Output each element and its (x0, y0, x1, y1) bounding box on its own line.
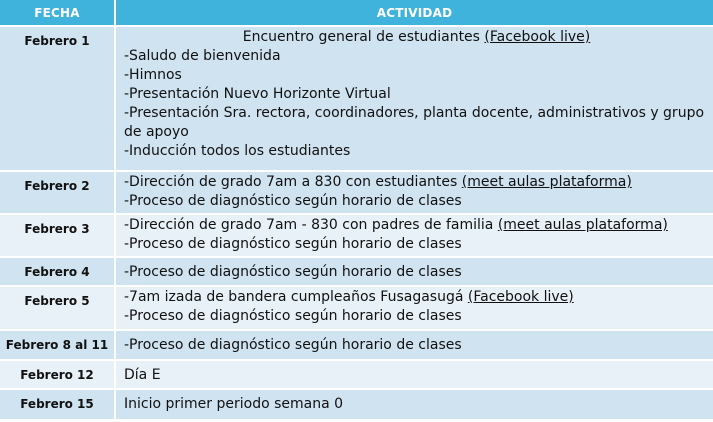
date-cell: Febrero 2 (0, 171, 115, 214)
activity-line (124, 216, 709, 235)
meet-aulas-link[interactable]: (meet aulas plataforma) (497, 217, 668, 233)
activity-line: -Presentación Sra. rectora, coordinadores, planta docente, administrativos y grupo de apoyo (124, 105, 705, 140)
activity-text: -Dirección de grado 7am - 830 con padres de familia (124, 217, 494, 233)
activity-line: -Inducción todos los estudiantes (124, 143, 351, 159)
activity-line (124, 173, 709, 192)
activity-title-line (124, 28, 709, 47)
activity-line: -Proceso de diagnóstico según horario de clases (124, 236, 462, 252)
activity-cell (115, 26, 713, 171)
activity-text: -7am izada de bandera cumpleaños Fusagasugá (124, 289, 464, 305)
activity-line: Inicio primer periodo semana 0 (124, 396, 344, 412)
activity-line: -Proceso de diagnóstico según horario de clases (124, 264, 462, 280)
activity-cell (115, 389, 713, 419)
activity-cell (115, 257, 713, 286)
column-header-activity: ACTIVIDAD (115, 0, 713, 26)
table-row (0, 171, 713, 214)
table-row (0, 330, 713, 360)
date-cell: Febrero 4 (0, 257, 115, 286)
facebook-live-link[interactable]: (Facebook live) (467, 289, 574, 305)
date-cell: Febrero 15 (0, 389, 115, 419)
activity-cell (115, 214, 713, 257)
table-row (0, 257, 713, 286)
date-cell: Febrero 12 (0, 360, 115, 389)
table-row (0, 360, 713, 389)
date-cell: Febrero 8 al 11 (0, 330, 115, 360)
activity-cell (115, 360, 713, 389)
date-cell: Febrero 3 (0, 214, 115, 257)
activity-line: -Saludo de bienvenida (124, 48, 281, 64)
activity-line: -Himnos (124, 67, 182, 83)
date-cell: Febrero 1 (0, 26, 115, 171)
table-header-row (0, 0, 713, 26)
activity-title: Encuentro general de estudiantes (242, 29, 480, 45)
column-header-date: FECHA (0, 0, 115, 26)
activity-cell (115, 330, 713, 360)
activity-line: -Presentación Nuevo Horizonte Virtual (124, 86, 391, 102)
table-row (0, 286, 713, 330)
activity-cell (115, 286, 713, 330)
activity-line (124, 288, 709, 307)
activity-line: -Proceso de diagnóstico según horario de clases (124, 308, 462, 324)
table-row (0, 389, 713, 419)
table-row (0, 214, 713, 257)
activity-text: -Dirección de grado 7am a 830 con estudiantes (124, 174, 458, 190)
activity-line: -Proceso de diagnóstico según horario de clases (124, 193, 462, 209)
table-row (0, 26, 713, 171)
activity-line: Día E (124, 367, 161, 383)
meet-aulas-link[interactable]: (meet aulas plataforma) (461, 174, 632, 190)
date-cell: Febrero 5 (0, 286, 115, 330)
activity-line: -Proceso de diagnóstico según horario de clases (124, 337, 462, 353)
facebook-live-link[interactable]: (Facebook live) (484, 29, 591, 45)
activity-cell (115, 171, 713, 214)
